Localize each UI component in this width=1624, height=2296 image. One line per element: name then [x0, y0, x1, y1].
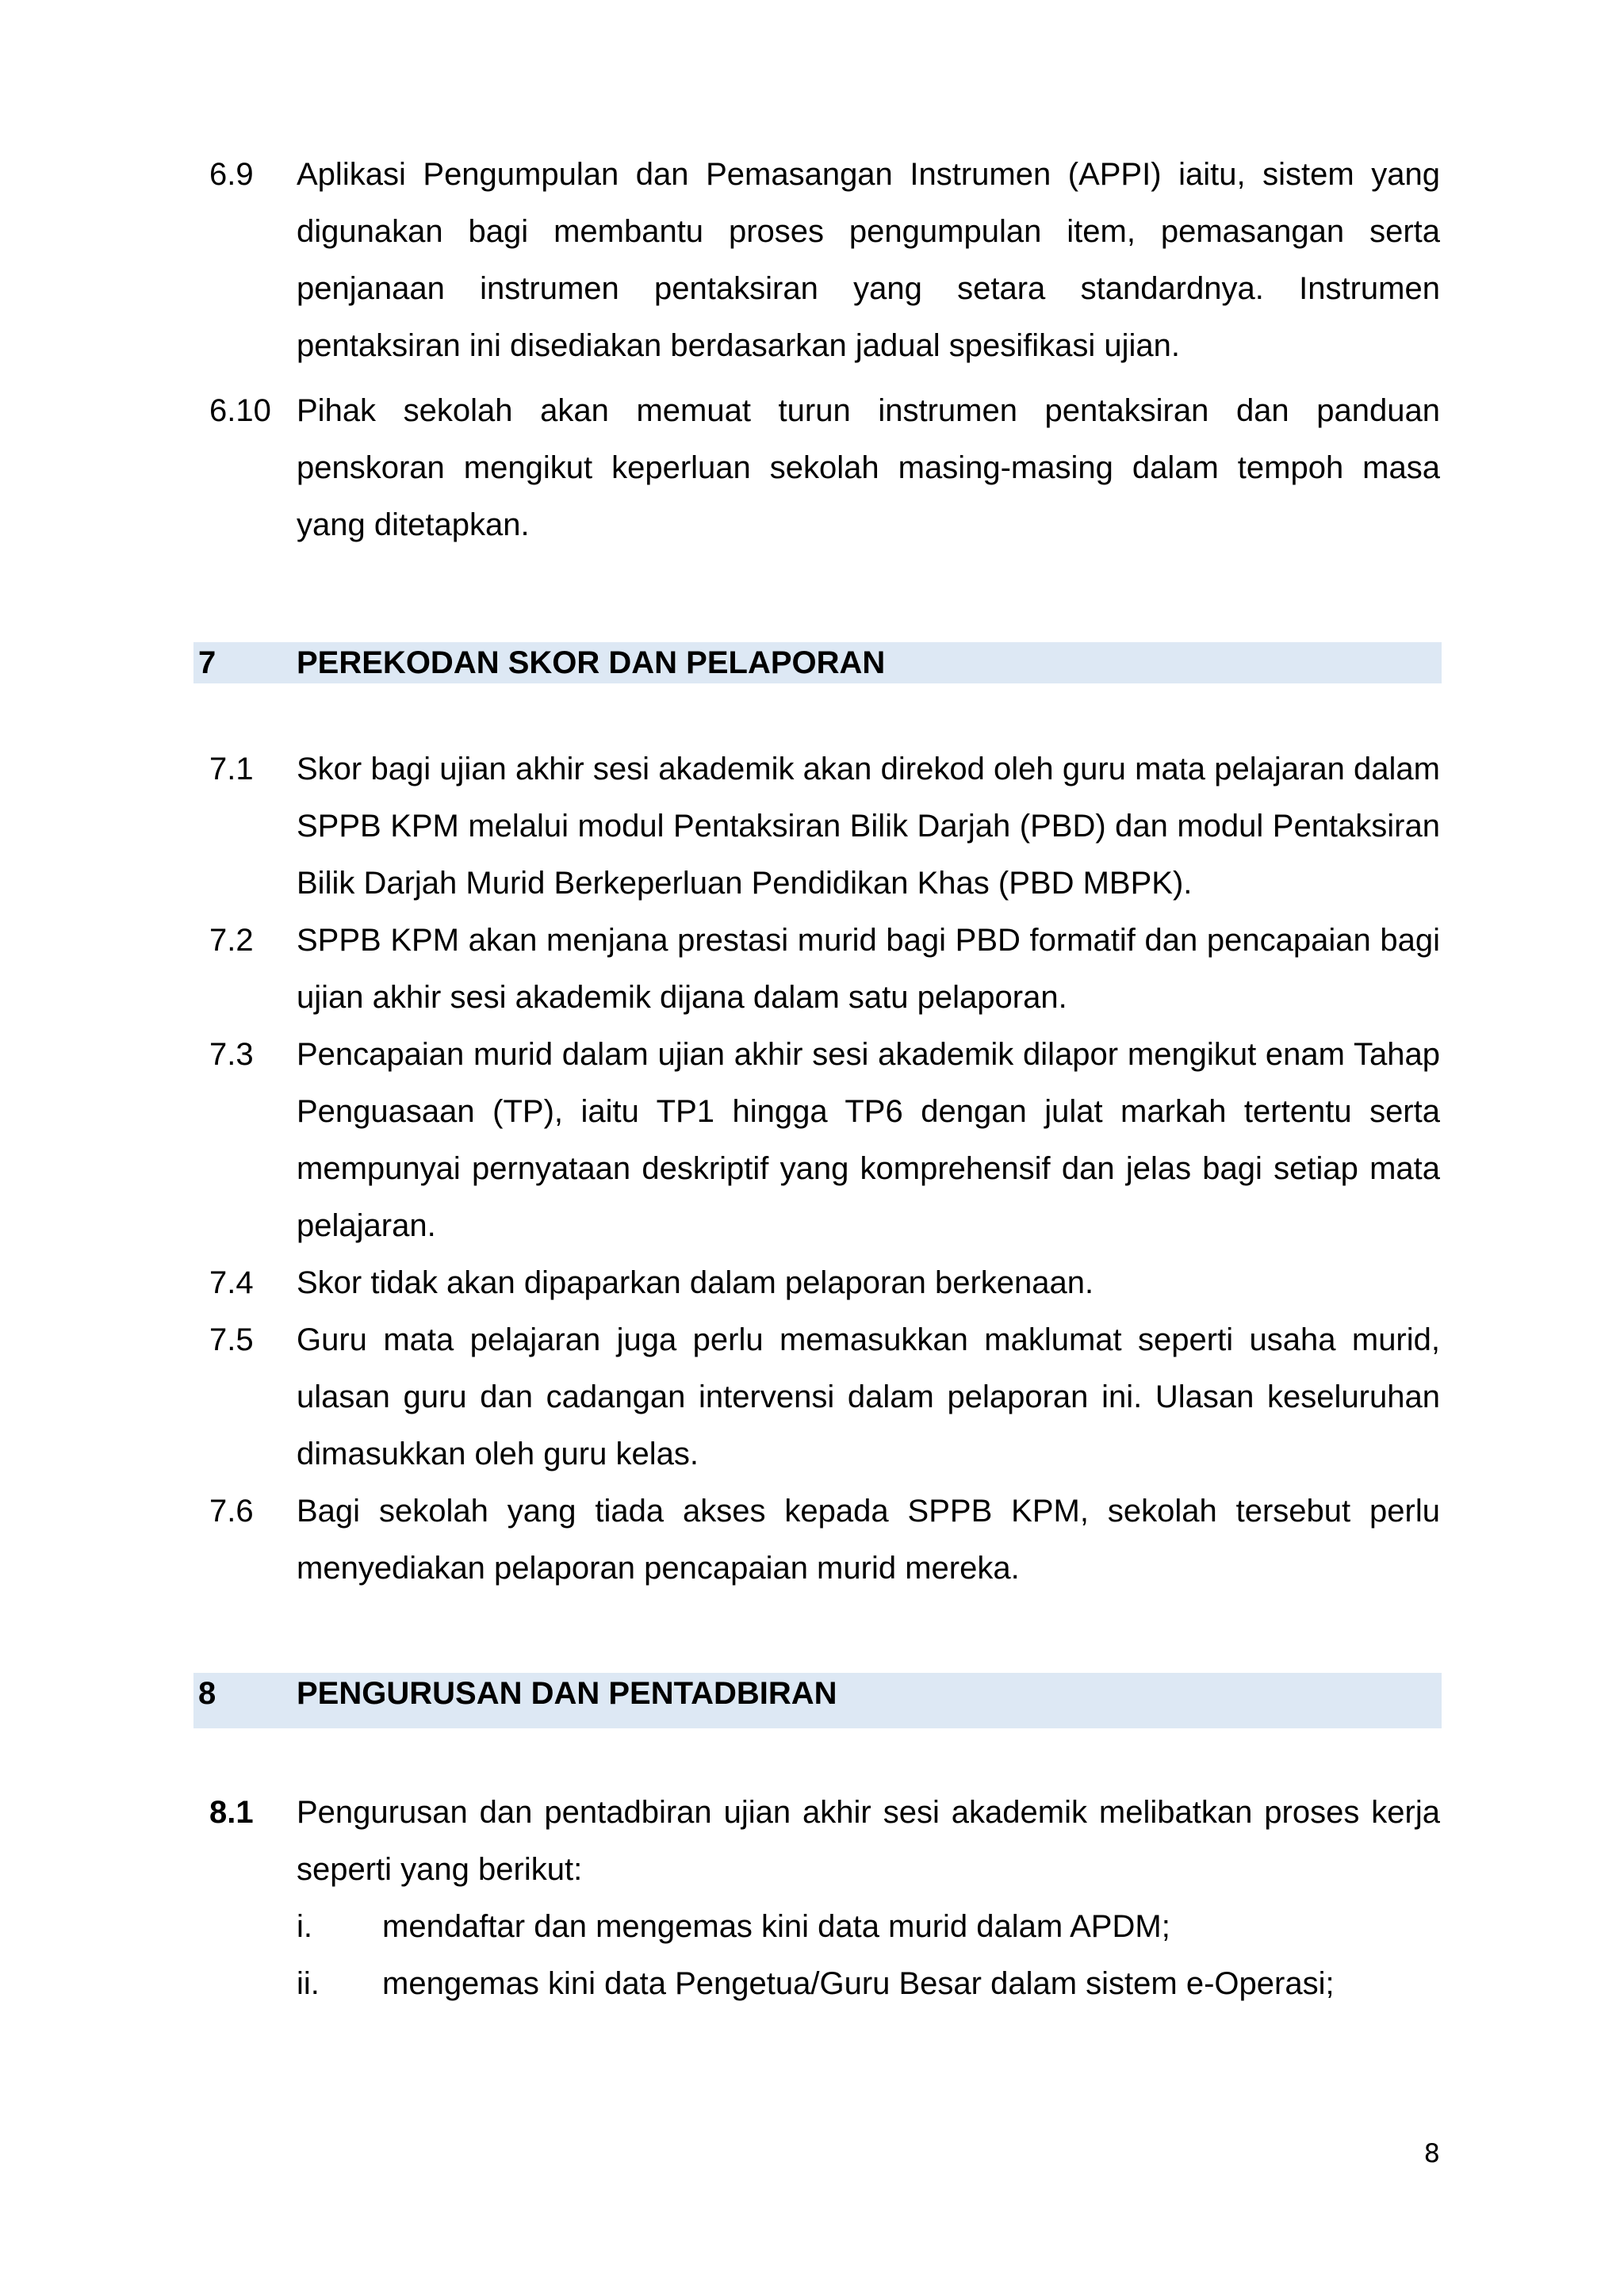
item-text: Skor bagi ujian akhir sesi akademik akan direkod oleh guru mata pelajaran dalam SPPB KPM melalui modul Pentaksiran Bilik Darjah (PBD) dan modul Pentaksiran Bilik Darjah Murid Berkeperluan Pendidikan Khas (PBD MBPK).	[297, 752, 1440, 901]
item-text: Aplikasi Pengumpulan dan Pemasangan Instrumen (APPI) iaitu, sistem yang digunakan bagi membantu proses pengumpulan item, pemasangan serta penjanaan instrumen pentaksiran yang setara standardnya. Instrumen pentaksiran ini disediakan berdasarkan jadual spesifikasi ujian.	[297, 157, 1440, 363]
item-text: Pihak sekolah akan memuat turun instrumen pentaksiran dan panduan penskoran mengikut keperluan sekolah masing-masing dalam tempoh masa yang ditetapkan.	[297, 393, 1440, 542]
sub-list-item-i	[297, 1898, 1440, 1955]
sub-list-item-ii	[297, 1955, 1440, 2012]
sub-item-number: i.	[297, 1909, 312, 1944]
item-number: 7.2	[209, 923, 254, 958]
sub-item-text: mengemas kini data Pengetua/Guru Besar dalam sistem e-Operasi;	[382, 1966, 1335, 2001]
list-item-7-5	[195, 1311, 1440, 1483]
item-text: SPPB KPM akan menjana prestasi murid bagi PBD formatif dan pencapaian bagi ujian akhir sesi akademik dijana dalam satu pelaporan.	[297, 923, 1440, 1015]
section-heading-8	[193, 1673, 1442, 1728]
item-text: Skor tidak akan dipaparkan dalam pelaporan berkenaan.	[297, 1265, 1094, 1300]
section-title: PENGURUSAN DAN PENTADBIRAN	[297, 1676, 837, 1711]
sub-item-text: mendaftar dan mengemas kini data murid dalam APDM;	[382, 1909, 1170, 1944]
item-number: 6.10	[209, 393, 271, 428]
list-item-8-1	[195, 1784, 1440, 1898]
item-number: 7.1	[209, 752, 254, 786]
item-number: 7.6	[209, 1494, 254, 1529]
section-number: 8	[198, 1676, 216, 1711]
list-item-7-6	[195, 1483, 1440, 1597]
item-text: Guru mata pelajaran juga perlu memasukkan maklumat seperti usaha murid, ulasan guru dan cadangan intervensi dalam pelaporan ini. Ulasan keseluruhan dimasukkan oleh guru kelas.	[297, 1322, 1440, 1471]
page-number: 8	[1423, 2138, 1440, 2168]
section-number: 7	[198, 645, 216, 680]
item-number: 8.1	[209, 1795, 254, 1830]
item-number: 7.4	[209, 1265, 254, 1300]
list-item-7-3	[195, 1026, 1440, 1254]
list-item-7-1	[195, 740, 1440, 912]
item-text: Pengurusan dan pentadbiran ujian akhir sesi akademik melibatkan proses kerja seperti yang berikut:	[297, 1795, 1440, 1887]
section-title: PEREKODAN SKOR DAN PELAPORAN	[297, 645, 886, 680]
item-text: Bagi sekolah yang tiada akses kepada SPPB KPM, sekolah tersebut perlu menyediakan pelaporan pencapaian murid mereka.	[297, 1494, 1440, 1586]
item-text: Pencapaian murid dalam ujian akhir sesi akademik dilapor mengikut enam Tahap Penguasaan (TP), iaitu TP1 hingga TP6 dengan julat markah tertentu serta mempunyai pernyataan deskriptif yang komprehensif dan jelas bagi setiap mata pelajaran.	[297, 1037, 1440, 1243]
list-item-6-9	[195, 146, 1440, 374]
item-number: 6.9	[209, 157, 254, 192]
item-number: 7.3	[209, 1037, 254, 1072]
sub-item-number: ii.	[297, 1966, 320, 2001]
section-heading-7	[193, 642, 1442, 683]
list-item-7-2	[195, 912, 1440, 1026]
list-item-6-10	[195, 382, 1440, 553]
list-item-7-4	[195, 1254, 1440, 1311]
item-number: 7.5	[209, 1322, 254, 1357]
